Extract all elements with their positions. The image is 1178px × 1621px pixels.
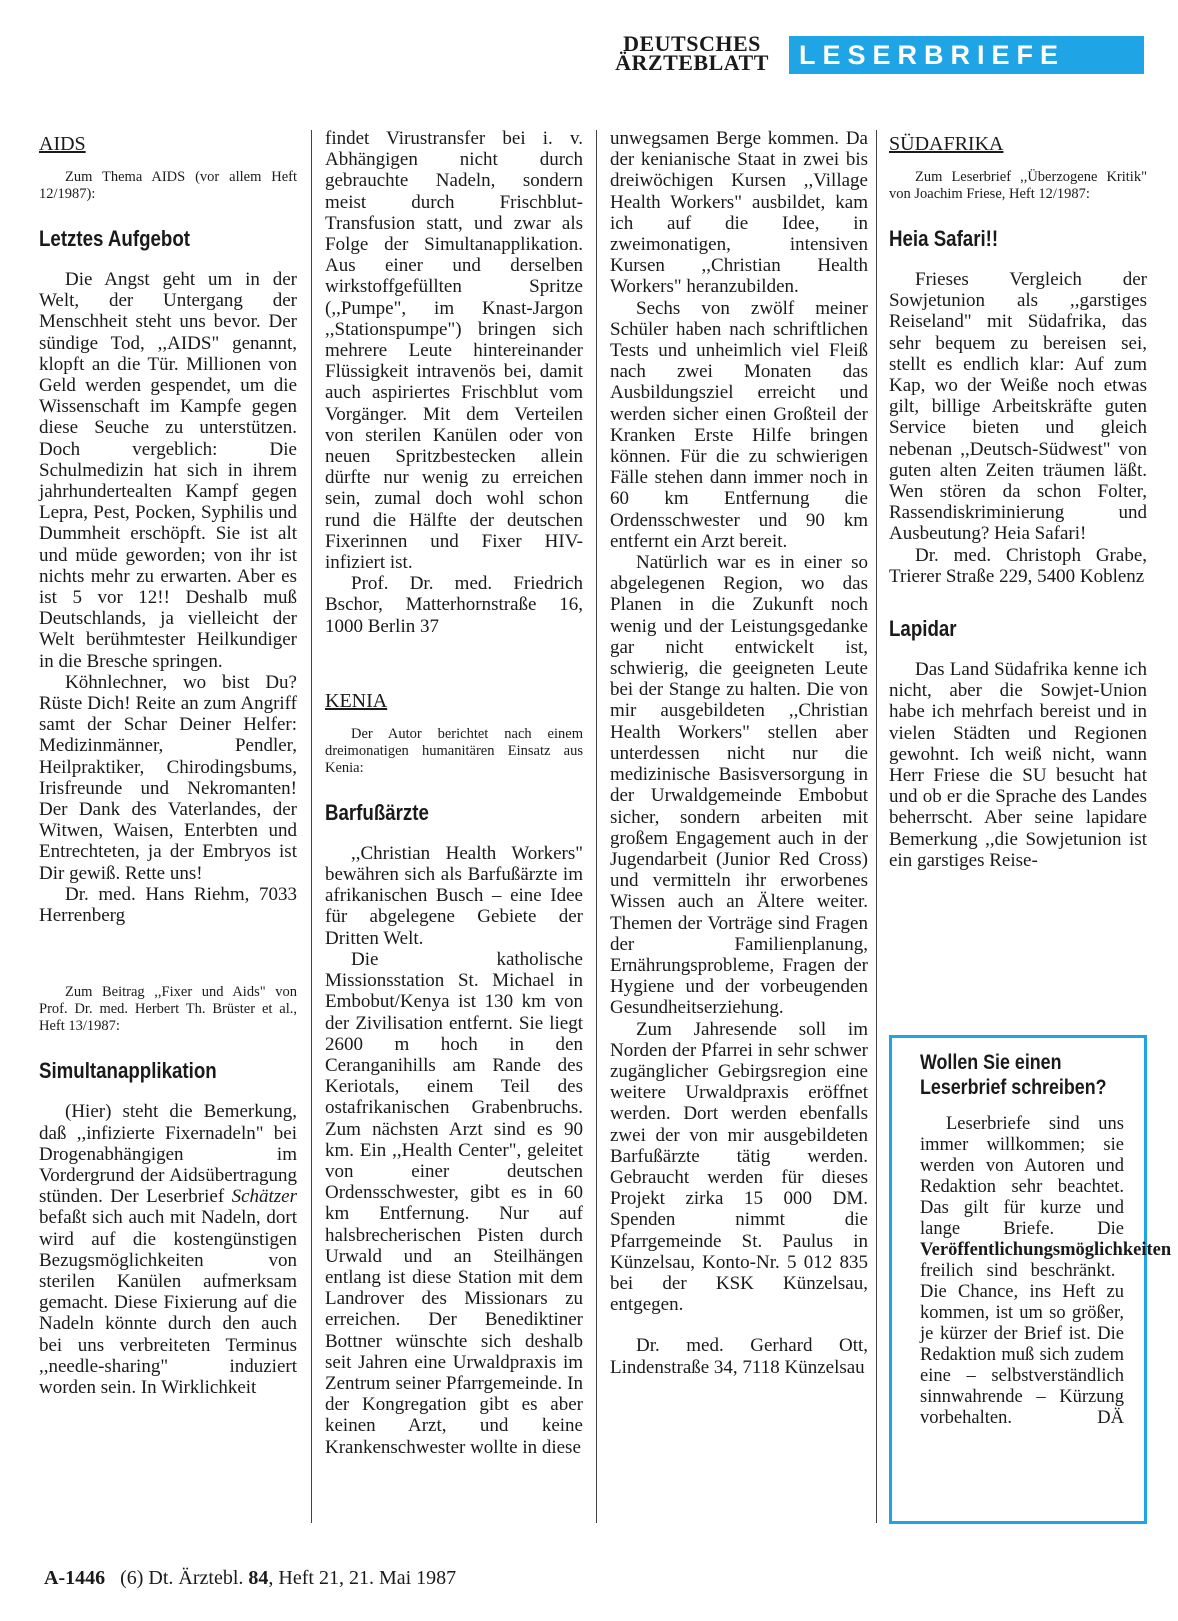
letter-paragraph: Frieses Vergleich der Sowjetunion als ,,garstiges Reiseland" mit Südafrika, das sehr bequem zu bereisen sei, stellt es endlich klar: Auf zum Kap, wo der Weiße noch etwas gilt, billige Arbeitskräfte guten Service bieten und gleich nebenan ,,Deutsch-Südwest" von guten alten Zeiten träumen läßt. Wen stören da schon Folter, Rassendiskriminierung und Ausbeutung? Heia Safari! xyxy=(889,269,1147,545)
letter-paragraph: Natürlich war es in einer so abgelegenen Region, wo das Planen in die Zukunft noch wenig und der Leistungsgedanke gar nicht entwickelt ist, schwierig, die geeigneten Leute bei der Stange zu halten. Die von mir ausgebildeten ,,Christian Health Workers" stellen aber unterdessen nicht nur die medizinische Basisversorgung in der Urwaldgemeinde Embobut sicher, sondern arbeiten mit großem Engagement auch in der Jugendarbeit (Junior Red Cross) und vermitteln ihr erworbenes Wissen auch an Ältere weiter. Themen der Vorträge sind Fragen der Familienplanung, Ernährungsprobleme, Fragen der Hygiene und der vorbeugenden Gesundheitserziehung. xyxy=(610,552,868,1019)
column-2 xyxy=(325,128,583,1458)
letter-headline: Letztes Aufgebot xyxy=(39,226,190,251)
topic-label: AIDS xyxy=(39,133,86,155)
text-run: Leserbriefe sind uns immer willkommen; sie werden von Autoren und Redaktion sehr beachtet. Das gilt für kurze und lange Briefe. Die xyxy=(920,1114,1124,1239)
letter-headline: Heia Safari!! xyxy=(889,226,999,251)
letter-paragraph xyxy=(39,1101,297,1398)
letter-paragraph: Zum Jahresende soll im Norden der Pfarrei in sehr schwer zugänglicher Gebirgsregion eine weitere Urwaldpraxis eröffnet werden. Dort werden ebenfalls zwei der von mir ausgebildeten Barfußärzte tätig werden. Gebraucht werden für dieses Projekt zirka 15 000 DM. Spenden nimmt die Pfarrgemeinde St. Paulus in Künzelsau, Konto-Nr. 5 012 835 bei der KSK Künzelsau, entgegen. xyxy=(610,1018,868,1316)
letter-signature: Dr. med. Hans Riehm, 7033 Herrenberg xyxy=(39,883,297,927)
bold-term: Veröffentlichungsmöglichkeiten xyxy=(920,1240,1172,1260)
footer-volume: 84 xyxy=(248,1567,269,1589)
column-3 xyxy=(610,128,868,1378)
brand-line-1: DEUTSCHES xyxy=(623,31,761,56)
journal-brand xyxy=(607,31,777,75)
page-code: A-1446 xyxy=(44,1567,106,1589)
text-run: freilich sind beschränkt. Die Chance, ins Heft zu kommen, ist um so größer, je kürzer der Brief ist. Die Redaktion muß sich zudem eine – selbstverständlich sinnwahrende – Kürzung vorbehalten. xyxy=(920,1261,1124,1428)
topic-label: KENIA xyxy=(325,689,388,712)
letter-headline: Lapidar xyxy=(889,616,957,642)
letter-paragraph: Köhnlechner, wo bist Du? Rüste Dich! Reite an zum Angriff samt der Schar Deiner Helfer: Medizinmänner, Pendler, Heilpraktiker, Chirodingsbums, Irisfreunde und Nekromanten! Der Dank des Vaterlandes, der Witwen, Waisen, Enterbten und Entrechteten, ja der Embryos ist Dir gewiß. Rette uns! xyxy=(39,671,297,884)
column-rule xyxy=(876,130,877,1523)
column-4 xyxy=(889,128,1147,871)
italic-name: Schätzer xyxy=(231,1186,297,1208)
letter-paragraph: Sechs von zwölf meiner Schüler haben nach schriftlichen Tests und unheimlich viel Fleiß nach zwei Monaten das Ausbildungsziel erreicht und werden sicher einen Großteil der Kranken Erste Hilfe bringen können. Für die zu schwierigen Fälle stehen dann immer noch in 60 km Entfernung die Ordensschwester und 90 km entfernt ein Arzt bereit. xyxy=(610,297,868,552)
text-run: befaßt sich auch mit Nadeln, dort wird auf die kostengünstigen Bezugsmöglichkeiten von sterilen Kanülen aufmerksam gemacht. Diese Fixierung auf die Nadeln könnte durch den auch bei uns verbreiteten Terminus ,,needle-sharing" induziert worden sein. In Wirklichkeit xyxy=(39,1207,297,1398)
letter-signature: Prof. Dr. med. Friedrich Bschor, Matterhornstraße 16, 1000 Berlin 37 xyxy=(325,573,583,637)
spacer xyxy=(39,926,297,984)
spacer xyxy=(610,1315,868,1335)
footer-issue: , Heft 21, 21. Mai 1987 xyxy=(268,1567,457,1589)
column-rule xyxy=(311,130,312,1523)
letter-paragraph: ,,Christian Health Workers" bewähren sich als Barfußärzte im afrikanischen Busch – eine Idee für abgelegene Gebiete der Dritten Welt. xyxy=(325,842,583,949)
box-title xyxy=(920,1050,1107,1100)
brand-line-2: ÄRZTEBLATT xyxy=(615,50,769,75)
reference-note: Zum Beitrag ,,Fixer und Aids" von Prof. Dr. med. Herbert Th. Brüster et al., Heft 13/1987: xyxy=(39,984,297,1035)
letter-signature: Dr. med. Gerhard Ott, Lindenstraße 34, 7118 Künzelsau xyxy=(610,1335,868,1378)
reference-note: Zum Thema AIDS (vor allem Heft 12/1987): xyxy=(39,169,297,202)
footer-citation: (6) Dt. Ärztebl. xyxy=(120,1567,249,1589)
topic-label: SÜDAFRIKA xyxy=(889,133,1004,155)
box-text xyxy=(920,1114,1172,1429)
letter-headline: Barfußärzte xyxy=(325,799,429,825)
letter-paragraph: Das Land Südafrika kenne ich nicht, aber die Sowjet-Union habe ich mehrfach bereist und in vielen Städten und Regionen gewohnt. Ich weiß nicht, wann Herr Friese die SU besucht hat und ob er die Sprache des Landes beherrscht. Aber seine lapidare Bemerkung ,,die Sowjetunion ist ein garstiges Reise- xyxy=(889,659,1147,871)
letter-paragraph: Die katholische Missionsstation St. Michael in Embobut/Kenya ist 130 km von der Zivilisation entfernt. Sie liegt 2600 m hoch in den Ceranganihills am Rande des Keriotals, einem Teil des ostafrikanischen Grabenbruchs. Zum nächsten Arzt sind es 90 km. Ein ,,Health Center", geleitet von einer deutschen Ordensschwester, gibt es in 60 km Entfernung. Nur auf halsbrecherischen Pisten durch Urwald und an Steilhängen entlang ist diese Station mit dem Landrover des Missionars zu erreichen. Der Benediktiner Bottner wünschte sich deshalb seit Jahren eine Urwaldpraxis im Zentrum seiner Pfarrgemeinde. In der Kongregation gibt es aber keinen Arzt, und keine Krankenschwester wollte in diese xyxy=(325,948,583,1458)
column-1 xyxy=(39,128,297,1398)
reference-note: Zum Leserbrief ,,Überzogene Kritik" von Joachim Friese, Heft 12/1987: xyxy=(889,169,1147,202)
write-letter-box xyxy=(889,1035,1172,1524)
letter-paragraph: Die Angst geht um in der Welt, der Untergang der Menschheit steht uns bevor. Der sündige Tod, ,,AIDS" genannt, klopft an die Tür. Millionen von Geld werden gespendet, um die Wissenschaft im Kampfe gegen diese Seuche zu unterstützen. Doch vergeblich: Die Schulmedizin hat sich in ihrem jahrhundertealten Kampf gegen Lepra, Pest, Pocken, Syphilis und Dummheit erschöpft. Sie ist alt und müde geworden; von ihr ist nichts mehr zu erwarten. Aber es ist 5 vor 12!! Deshalb muß Deutschlands, ja vielleicht der Welt berühmtester Heilkundiger in die Bresche springen. xyxy=(39,269,297,672)
rubric-banner: LESERBRIEFE xyxy=(789,36,1144,74)
box-title-line-2: Leserbrief schreiben? xyxy=(920,1076,1107,1099)
page-footer xyxy=(44,1567,456,1590)
reference-note: Der Autor berichtet nach einem dreimonatigen humanitären Einsatz aus Kenia: xyxy=(325,725,583,776)
box-initials: DÄ xyxy=(1097,1408,1124,1428)
column-rule xyxy=(596,130,597,1523)
spacer xyxy=(325,637,583,685)
letter-signature: Dr. med. Christoph Grabe, Trierer Straße 229, 5400 Koblenz xyxy=(889,544,1147,587)
letter-paragraph: unwegsamen Berge kommen. Da der kenianische Staat in zwei bis dreiwöchigen Kursen ,,Village Health Workers" ausbildet, kam ich auf die Idee, in zweimonatigen, intensiven Kursen ,,Christian Health Workers" heranzubilden. xyxy=(610,128,868,298)
letter-headline: Simultanapplikation xyxy=(39,1058,217,1084)
text-run: (Hier) steht die Bemerkung, daß ,,infizierte Fixernadeln" bei Drogenabhängigen im Vordergrund der Aidsübertragung stünden. Der Leserbrief xyxy=(39,1101,297,1208)
letter-paragraph: findet Virustransfer bei i. v. Abhängigen nicht durch gebrauchte Nadeln, sondern meist durch Frischblut-Transfusion statt, und zwar als Folge der Simultanapplikation. Aus einer und derselben wirkstoffgefüllten Spritze (,,Pumpe", im Knast-Jargon ,,Stationspumpe") bringen sich mehrere Leute hintereinander Flüssigkeit intravenös bei, damit auch aspiriertes Frischblut vom Vorgänger. Mit dem Verteilen von sterilen Kanülen oder von neuen Spritzbestecken allein dürfte nur wenig zu erreichen sein, zumal doch wohl schon rund die Hälfte der deutschen Fixerinnen und Fixer HIV-infiziert ist. xyxy=(325,128,583,574)
box-title-line-1: Wollen Sie einen xyxy=(920,1051,1062,1074)
